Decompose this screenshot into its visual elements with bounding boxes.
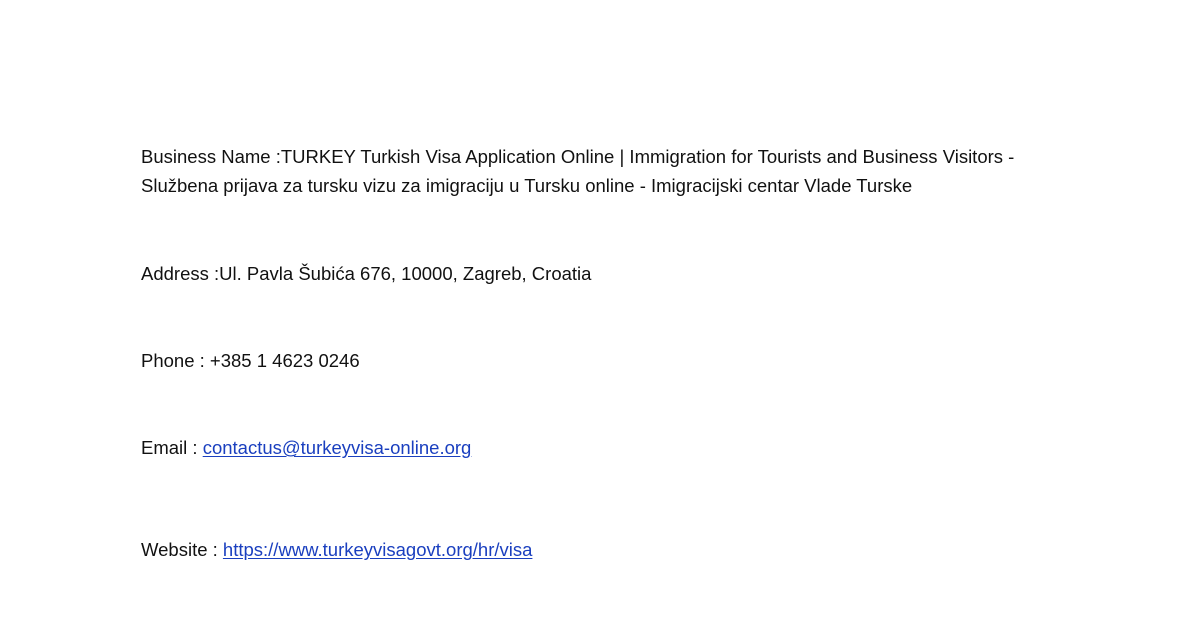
website-label: Website : [141,539,223,560]
business-name-value: TURKEY Turkish Visa Application Online | Immigration for Tourists and Business Visitors - Službena prijava za tursku vizu za imigraciju u Tursku online - Imigracijski centar Vlade Turske [141,146,1015,196]
phone-value: +385 1 4623 0246 [209,350,360,371]
website-line [141,535,1061,564]
address-value: Ul. Pavla Šubića 676, 10000, Zagreb, Croatia [219,263,592,284]
address-line [141,259,1061,288]
address-label: Address : [141,263,220,284]
phone-label: Phone : [141,350,210,371]
email-link[interactable]: contactus@turkeyvisa-online.org [202,437,472,458]
business-name-label: Business Name : [141,146,281,167]
contact-details [141,142,1061,622]
website-link[interactable]: https://www.turkeyvisagovt.org/hr/visa [222,539,533,560]
phone-line [141,346,1061,375]
business-name-line [141,142,1061,200]
email-label: Email : [141,437,203,458]
email-line [141,433,1061,462]
